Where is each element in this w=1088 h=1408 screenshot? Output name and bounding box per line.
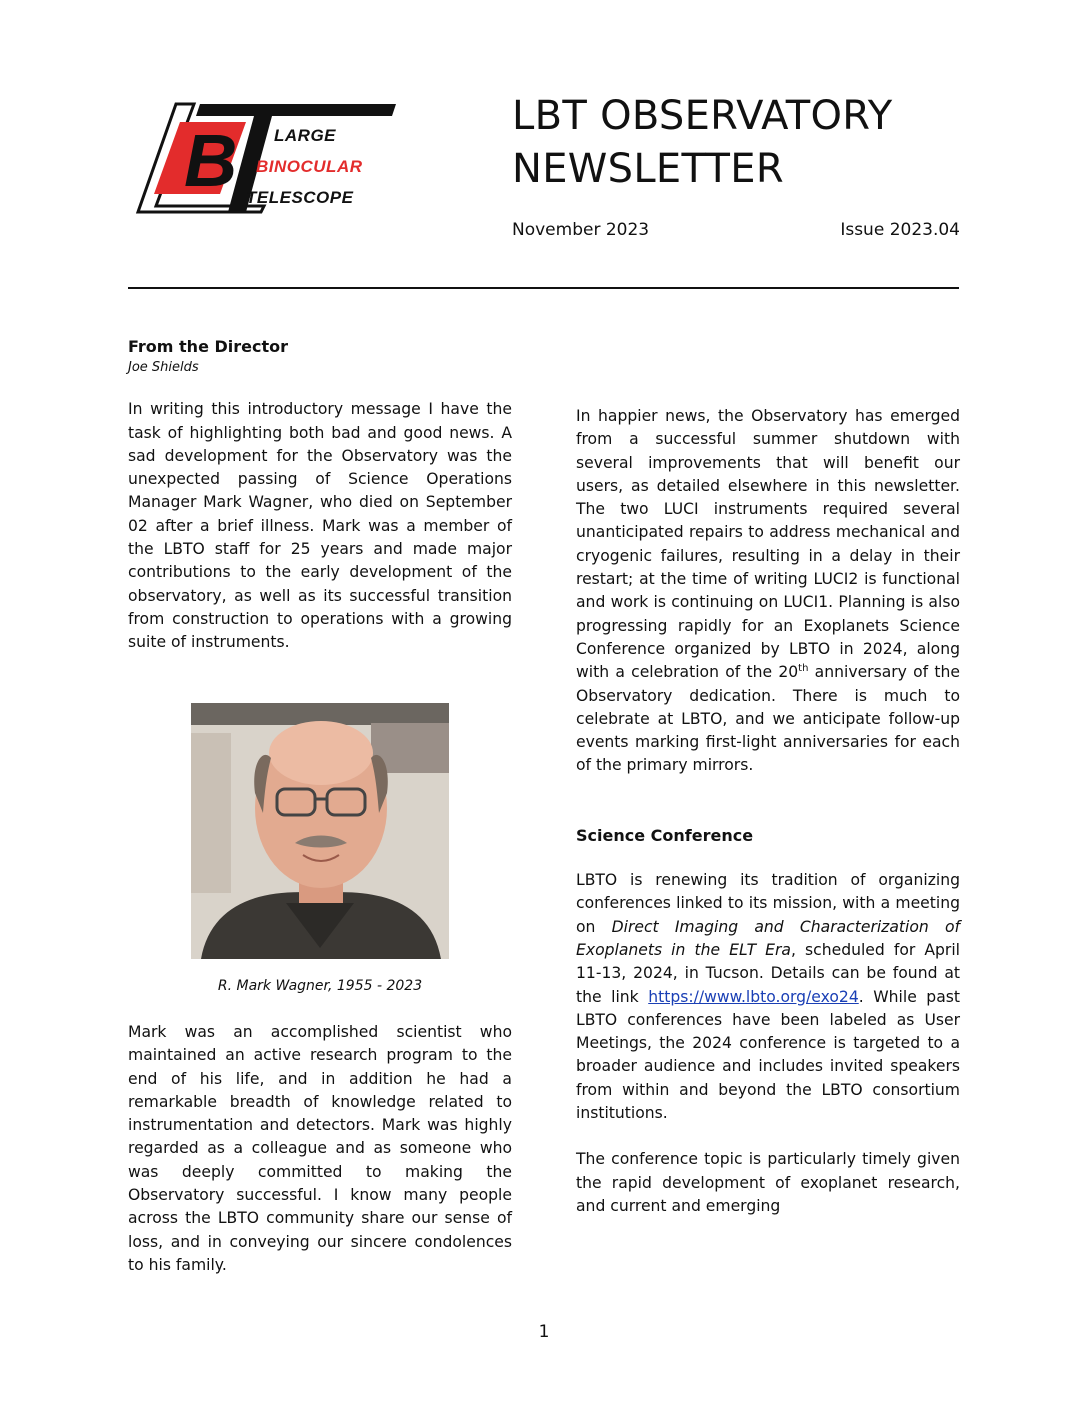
photo-caption: R. Mark Wagner, 1955 - 2023 [217, 978, 423, 994]
title-line-2: NEWSLETTER [512, 146, 784, 192]
lbt-logo [134, 100, 404, 216]
issue-number: Issue 2023.04 [840, 220, 960, 240]
svg-text:B: B [184, 119, 238, 202]
left-column-continued [128, 1021, 512, 1277]
title-line-1: LBT OBSERVATORY [512, 93, 893, 139]
logo-word-large: LARGE [274, 126, 336, 145]
logo-word-binocular: BINOCULAR [256, 157, 363, 176]
conference-text-b: , scheduled for April 11-13, 2024, in Tucson. Details can be found at the link [576, 940, 960, 1006]
happier-news-text-a: In happier news, the Observatory has emerged from a successful summer shutdown with several improvements that will benefit our users, as detailed elsewhere in this newsletter. The two LUCI instruments required several unanticipated repairs to address mechanical and cryogenic failures, resulting in a delay in their restart; at the time of writing LUCI2 is functional and work is continuing on LUCI1. Planning is also progressing rapidly for an Exoplanets Science Conference organized by LBTO in 2024, along with a celebration of the 20 [576, 407, 960, 682]
happier-news-paragraph [576, 405, 960, 778]
section-heading-conference: Science Conference [576, 825, 754, 845]
mark-wagner-photo [191, 703, 449, 959]
conference-link[interactable]: https://www.lbto.org/exo24 [648, 987, 859, 1006]
conference-paragraph [576, 869, 960, 1125]
right-column [576, 405, 960, 1218]
portrait-photo-icon [191, 703, 449, 959]
superscript-th: th [798, 663, 809, 675]
issue-date: November 2023 [512, 220, 650, 240]
conference-text-a: LBTO is renewing its tradition of organizing conferences linked to its mission, with a meeting on [576, 871, 960, 936]
director-paragraph-2: Mark was an accomplished scientist who maintained an active research program to the end of his life, and in addition he had a remarkable breadth of knowledge related to instrumentation and detectors. Mark was highly regarded as a colleague and as someone who was deeply committed to making the Observatory successful. I know many people across the LBTO community share our sense of loss, and in conveying our sincere condolences to his family. [128, 1023, 512, 1274]
director-paragraph-1: In writing this introductory message I have the task of highlighting both bad and good news. A sad development for the Observatory was the unexpected passing of Science Operations Manager Mark Wagner, who died on September 02 after a brief illness. Mark was a member of the LBTO staff for 25 years and made major contributions to the early development of the observatory, as well as its successful transition from construction to operations with a growing suite of instruments. [128, 400, 512, 652]
page-number: 1 [538, 1322, 550, 1342]
conference-text-c: . While past LBTO conferences have been labeled as User Meetings, the 2024 conference is targeted to a broader audience and includes invited speakers from within and beyond the LBTO consortium institutions. [576, 987, 960, 1123]
left-column [128, 335, 512, 655]
conference-topic-paragraph: The conference topic is particularly timely given the rapid development of exoplanet research, and current and emerging [576, 1150, 960, 1215]
section-heading-director: From the Director [128, 337, 289, 356]
logo-word-telescope: TELESCOPE [246, 188, 354, 207]
conference-title: Direct Imaging and Characterization of Exoplanets in the ELT Era [576, 917, 960, 959]
header-divider [128, 287, 959, 289]
happier-news-text-b: anniversary of the Observatory dedication. There is much to celebrate at LBTO, and we anticipate follow-up events marking first-light anniversaries for each of the primary mirrors. [576, 663, 961, 775]
newsletter-title [512, 90, 893, 196]
author-name: Joe Shields [128, 360, 199, 376]
